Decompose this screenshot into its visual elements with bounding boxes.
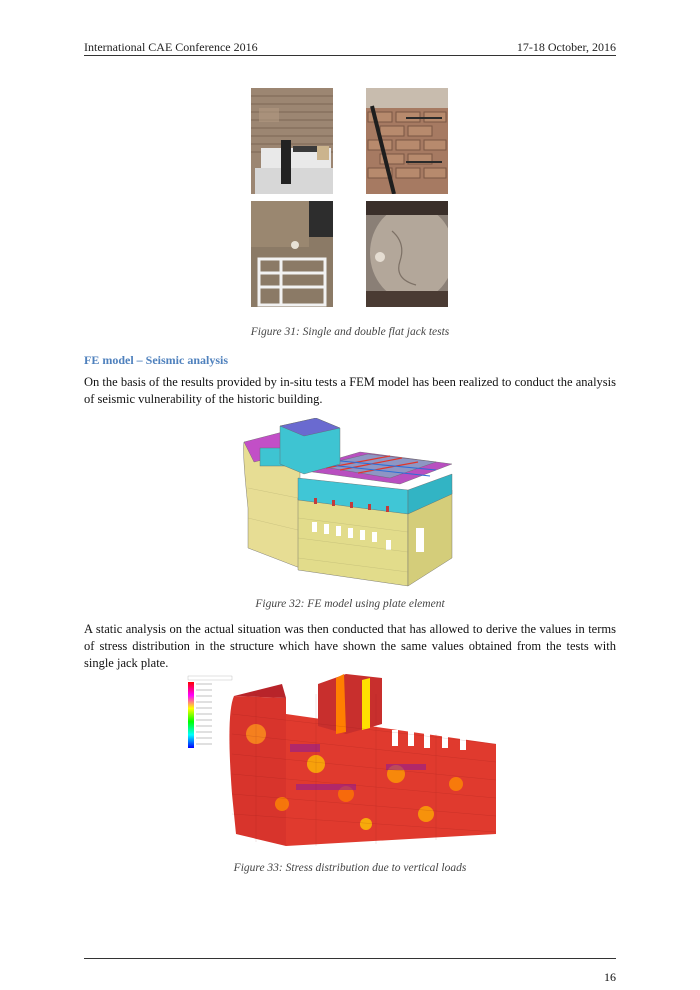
flat-jack-photo-3 xyxy=(251,201,333,307)
figure-32-caption: Figure 32: FE model using plate element xyxy=(255,598,445,610)
page-number: 16 xyxy=(604,970,616,984)
conference-title: International CAE Conference 2016 xyxy=(84,40,258,54)
flat-jack-photo-1 xyxy=(251,88,333,194)
header-divider xyxy=(84,55,616,56)
fe-model-image xyxy=(240,418,462,590)
conference-date: 17-18 October, 2016 xyxy=(516,40,616,54)
figure-33-caption: Figure 33: Stress distribution due to vertical loads xyxy=(233,862,467,874)
stress-distribution-image xyxy=(186,674,504,850)
flat-jack-photo-4 xyxy=(366,201,448,307)
flat-jack-photo-2 xyxy=(366,88,448,194)
figure-31-caption: Figure 31: Single and double flat jack tests xyxy=(250,326,450,338)
page-header xyxy=(84,40,616,54)
paragraph-fem-model: On the basis of the results provided by in-situ tests a FEM model has been realized to conduct the analysis of seismic vulnerability of the historic building. xyxy=(84,375,616,406)
footer-divider xyxy=(84,958,616,959)
paragraph-static-analysis: A static analysis on the actual situation was then conducted that has allowed to derive the values in terms of stress distribution in the structure which have shown the same values obtained from the tests with single jack plate. xyxy=(84,622,616,670)
section-title: FE model – Seismic analysis xyxy=(84,353,229,367)
